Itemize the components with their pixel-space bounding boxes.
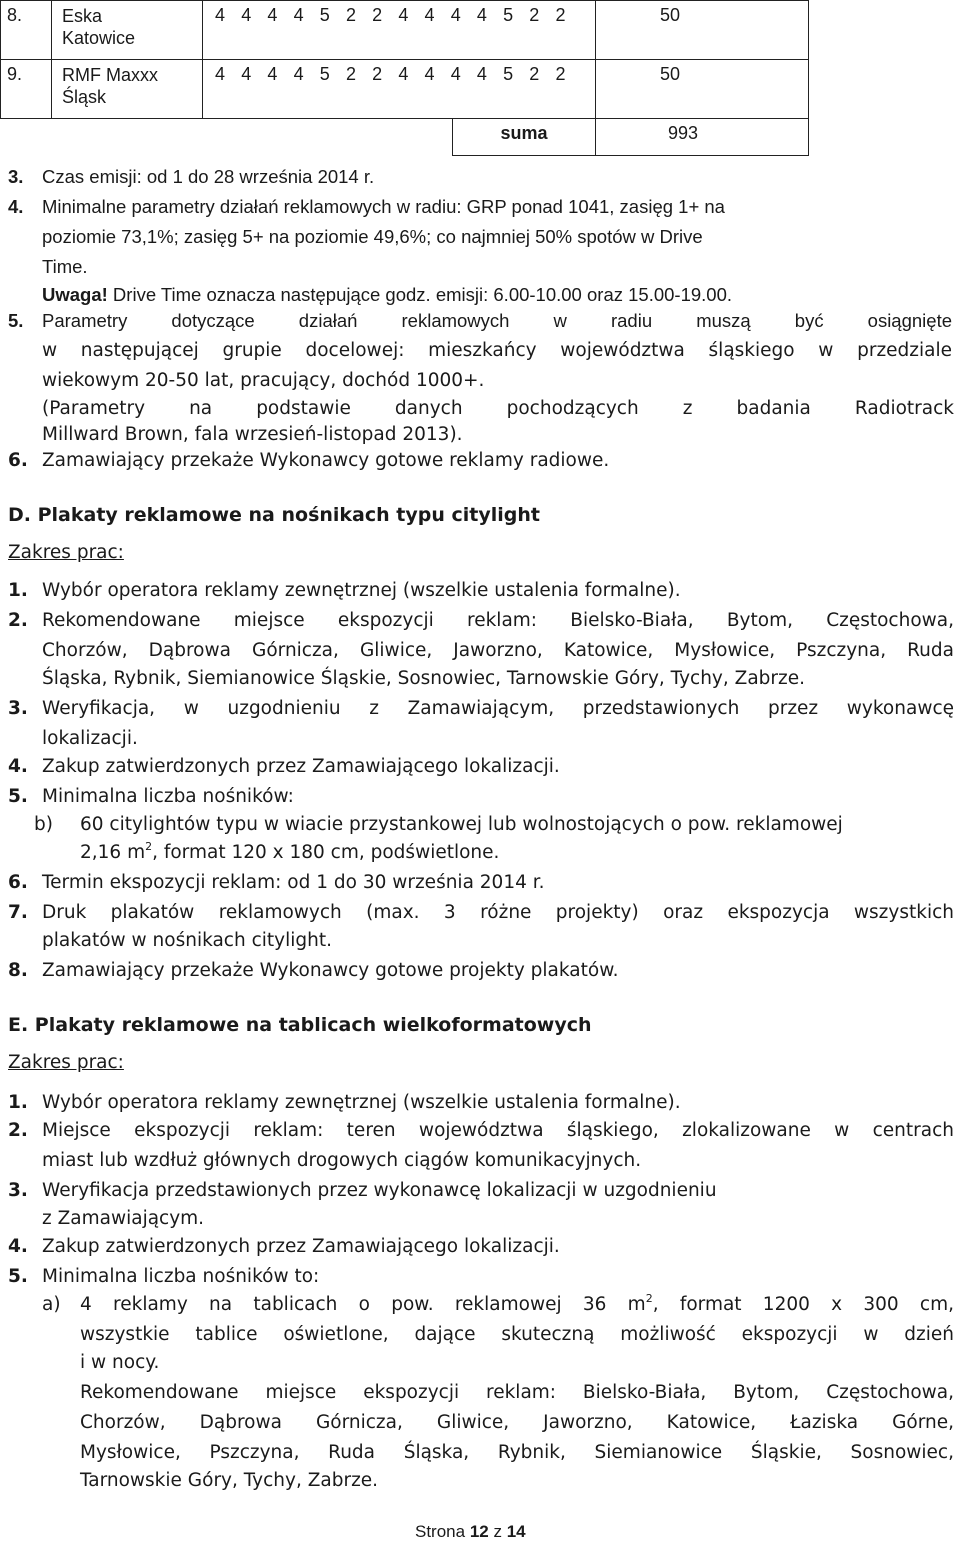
radio-item-5: 5. Parametry dotyczące działań reklamowych w radiu muszą być osiągnięte: [8, 310, 952, 331]
d-item-7: 7. Druk plakatów reklamowych (max. 3 różne projekty) oraz ekspozycja wszystkich: [8, 902, 954, 923]
section-d-title: D. Plakaty reklamowe na nośnikach typu citylight: [8, 504, 540, 526]
d-item-3: 3. Weryfikacja, w uzgodnieniu z Zamawiającym, przedstawionych przez wykonawcę: [8, 698, 954, 719]
d-item-5b: b) 60 citylightów typu w wiacie przystankowej lub wolnostojących o pow. reklamowej: [34, 814, 843, 835]
sum-value: 993: [596, 119, 809, 156]
e-item-3: 3. Weryfikacja przedstawionych przez wykonawcę lokalizacji w uzgodnieniu: [8, 1180, 717, 1201]
e-item-2: 2. Miejsce ekspozycji reklam: teren województwa śląskiego, zlokalizowane w centrach: [8, 1120, 954, 1141]
row-number: 9.: [1, 60, 52, 119]
sum-label: suma: [453, 119, 596, 156]
d-item-1: 1. Wybór operatora reklamy zewnętrznej (wszelkie ustalenia formalne).: [8, 580, 681, 601]
e-recommended-locations: Rekomendowane miejsce ekspozycji reklam: Bielsko-Biała, Bytom, Częstochowa,: [80, 1382, 954, 1403]
row-number: 8.: [1, 1, 52, 60]
current-page: 12: [469, 1522, 489, 1541]
radio-item-3: 3. Czas emisji: od 1 do 28 września 2014 r.: [8, 166, 375, 187]
row-total: 50: [596, 1, 809, 60]
section-d-scope: Zakres prac:: [8, 542, 124, 563]
station-name: RMF Maxxx Śląsk: [52, 60, 203, 119]
media-plan-table: [0, 0, 809, 156]
spot-values: 4 4 4 4 5 2 2 4 4 4 4 5 2 2: [203, 1, 596, 60]
e-item-4: 4. Zakup zatwierdzonych przez Zamawiającego lokalizacji.: [8, 1236, 560, 1257]
section-e-scope: Zakres prac:: [8, 1052, 124, 1073]
radio-item-6: 6. Zamawiający przekaże Wykonawcy gotowe reklamy radiowe.: [8, 450, 610, 471]
row-total: 50: [596, 60, 809, 119]
spot-values: 4 4 4 4 5 2 2 4 4 4 4 5 2 2: [203, 60, 596, 119]
table-sum-row: [1, 119, 809, 156]
d-item-8: 8. Zamawiający przekaże Wykonawcy gotowe projekty plakatów.: [8, 960, 619, 981]
total-pages: 14: [506, 1522, 526, 1541]
e-item-5: 5. Minimalna liczba nośników to:: [8, 1266, 320, 1287]
d-item-2: 2. Rekomendowane miejsce ekspozycji reklam: Bielsko-Biała, Bytom, Częstochowa,: [8, 610, 954, 631]
d-item-4: 4. Zakup zatwierdzonych przez Zamawiającego lokalizacji.: [8, 756, 560, 777]
drive-time-note: Uwaga! Drive Time oznacza następujące godz. emisji: 6.00-10.00 oraz 15.00-19.00.: [42, 284, 733, 305]
d-item-5: 5. Minimalna liczba nośników:: [8, 786, 294, 807]
radio-item-4: 4. Minimalne parametry działań reklamowych w radiu: GRP ponad 1041, zasięg 1+ na: [8, 196, 725, 217]
table-row: [1, 1, 809, 60]
e-item-5a: a) 4 reklamy na tablicach o pow. reklamowej 36 $m^2$, format 1200 x 300 cm,: [42, 1292, 955, 1315]
d-item-6: 6. Termin ekspozycji reklam: od 1 do 30 września 2014 r.: [8, 872, 545, 893]
page-footer: Strona 12 z 14: [415, 1522, 526, 1541]
section-e-title: E. Plakaty reklamowe na tablicach wielkoformatowych: [8, 1014, 592, 1036]
table-row: [1, 60, 809, 119]
station-name: Eska Katowice: [52, 1, 203, 60]
e-item-1: 1. Wybór operatora reklamy zewnętrznej (wszelkie ustalenia formalne).: [8, 1092, 681, 1113]
